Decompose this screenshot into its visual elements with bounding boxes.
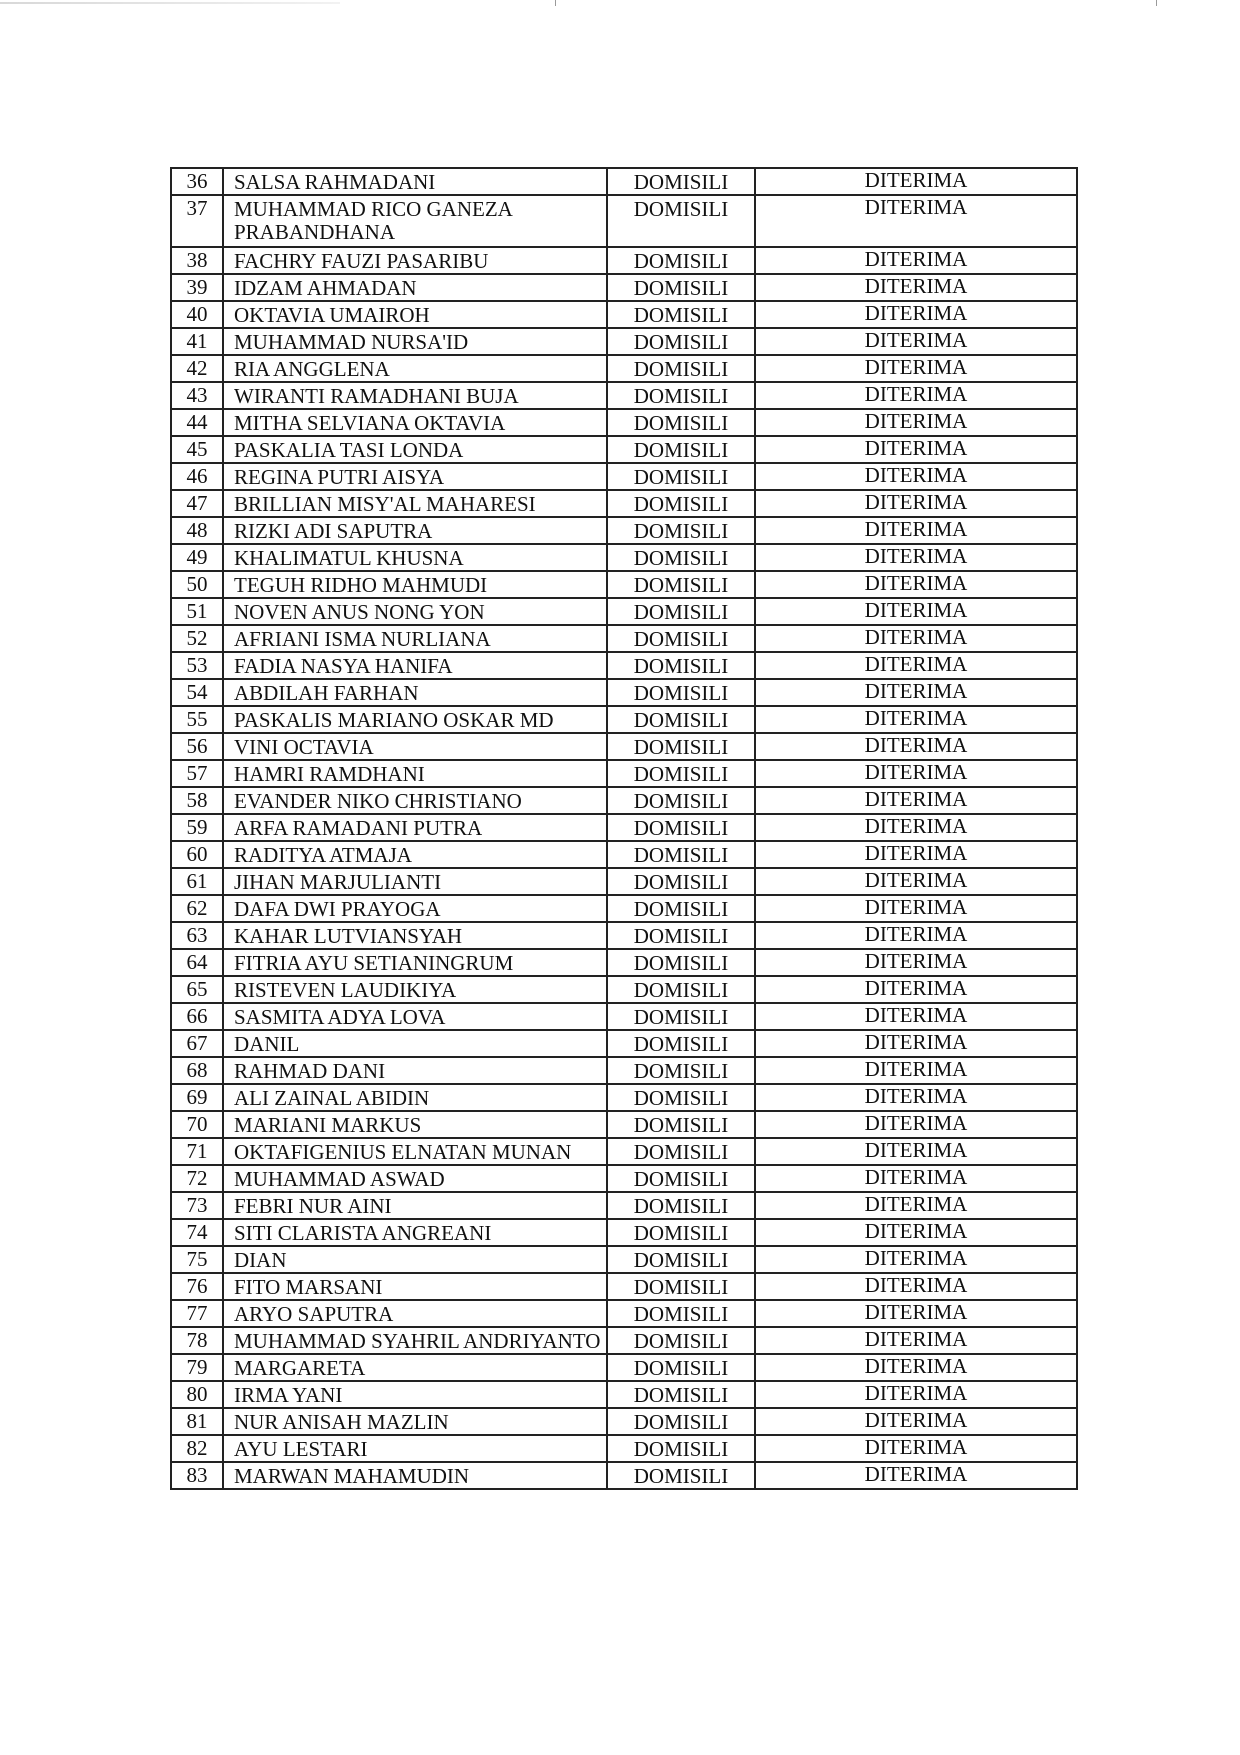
table-row [171, 1003, 1077, 1030]
student-name-cell: VINI OCTAVIA [223, 733, 607, 760]
status-cell: DITERIMA [755, 168, 1077, 195]
table-row [171, 868, 1077, 895]
table-row [171, 517, 1077, 544]
domicile-cell: DOMISILI [607, 490, 755, 517]
status-cell: DITERIMA [755, 1381, 1077, 1408]
table-row [171, 328, 1077, 355]
table-row [171, 355, 1077, 382]
scan-tick-mark [555, 0, 556, 6]
domicile-cell: DOMISILI [607, 463, 755, 490]
student-name-cell: MARWAN MAHAMUDIN [223, 1462, 607, 1489]
row-number-cell: 53 [171, 652, 223, 679]
table-row [171, 679, 1077, 706]
status-cell: DITERIMA [755, 1138, 1077, 1165]
row-number-cell: 82 [171, 1435, 223, 1462]
row-number-cell: 81 [171, 1408, 223, 1435]
table-row [171, 1192, 1077, 1219]
table-row [171, 1435, 1077, 1462]
status-cell: DITERIMA [755, 571, 1077, 598]
status-cell: DITERIMA [755, 787, 1077, 814]
domicile-cell: DOMISILI [607, 1435, 755, 1462]
table-row [171, 652, 1077, 679]
row-number-cell: 70 [171, 1111, 223, 1138]
row-number-cell: 65 [171, 976, 223, 1003]
status-cell: DITERIMA [755, 517, 1077, 544]
row-number-cell: 78 [171, 1327, 223, 1354]
row-number-cell: 67 [171, 1030, 223, 1057]
status-cell: DITERIMA [755, 1300, 1077, 1327]
table-row [171, 706, 1077, 733]
domicile-cell: DOMISILI [607, 949, 755, 976]
domicile-cell: DOMISILI [607, 1084, 755, 1111]
row-number-cell: 39 [171, 274, 223, 301]
table-row [171, 274, 1077, 301]
student-name-cell: OKTAVIA UMAIROH [223, 301, 607, 328]
table-row [171, 733, 1077, 760]
applicant-table-body [171, 168, 1077, 1489]
student-name-cell: SALSA RAHMADANI [223, 168, 607, 195]
domicile-cell: DOMISILI [607, 1246, 755, 1273]
row-number-cell: 59 [171, 814, 223, 841]
row-number-cell: 46 [171, 463, 223, 490]
status-cell: DITERIMA [755, 922, 1077, 949]
status-cell: DITERIMA [755, 679, 1077, 706]
table-row [171, 949, 1077, 976]
row-number-cell: 41 [171, 328, 223, 355]
row-number-cell: 77 [171, 1300, 223, 1327]
student-name-cell: FEBRI NUR AINI [223, 1192, 607, 1219]
status-cell: DITERIMA [755, 544, 1077, 571]
student-name-cell: FITO MARSANI [223, 1273, 607, 1300]
student-name-cell: ALI ZAINAL ABIDIN [223, 1084, 607, 1111]
domicile-cell: DOMISILI [607, 976, 755, 1003]
status-cell: DITERIMA [755, 355, 1077, 382]
status-cell: DITERIMA [755, 598, 1077, 625]
row-number-cell: 80 [171, 1381, 223, 1408]
status-cell: DITERIMA [755, 1273, 1077, 1300]
row-number-cell: 60 [171, 841, 223, 868]
status-cell: DITERIMA [755, 1327, 1077, 1354]
domicile-cell: DOMISILI [607, 1273, 755, 1300]
row-number-cell: 66 [171, 1003, 223, 1030]
status-cell: DITERIMA [755, 436, 1077, 463]
status-cell: DITERIMA [755, 195, 1077, 247]
status-cell: DITERIMA [755, 1219, 1077, 1246]
table-row [171, 1138, 1077, 1165]
scan-edge-artifact [0, 2, 340, 4]
student-name-cell: FITRIA AYU SETIANINGRUM [223, 949, 607, 976]
domicile-cell: DOMISILI [607, 787, 755, 814]
domicile-cell: DOMISILI [607, 436, 755, 463]
row-number-cell: 48 [171, 517, 223, 544]
domicile-cell: DOMISILI [607, 517, 755, 544]
table-row [171, 247, 1077, 274]
status-cell: DITERIMA [755, 652, 1077, 679]
student-name-cell: IRMA YANI [223, 1381, 607, 1408]
student-name-cell: KHALIMATUL KHUSNA [223, 544, 607, 571]
domicile-cell: DOMISILI [607, 571, 755, 598]
row-number-cell: 45 [171, 436, 223, 463]
student-name-cell: RADITYA ATMAJA [223, 841, 607, 868]
domicile-cell: DOMISILI [607, 328, 755, 355]
student-name-cell: IDZAM AHMADAN [223, 274, 607, 301]
table-row [171, 409, 1077, 436]
status-cell: DITERIMA [755, 1246, 1077, 1273]
domicile-cell: DOMISILI [607, 814, 755, 841]
table-row [171, 463, 1077, 490]
table-row [171, 760, 1077, 787]
row-number-cell: 36 [171, 168, 223, 195]
domicile-cell: DOMISILI [607, 168, 755, 195]
domicile-cell: DOMISILI [607, 760, 755, 787]
student-name-cell: NUR ANISAH MAZLIN [223, 1408, 607, 1435]
table-row [171, 1246, 1077, 1273]
table-row [171, 1327, 1077, 1354]
row-number-cell: 52 [171, 625, 223, 652]
status-cell: DITERIMA [755, 1030, 1077, 1057]
table-row [171, 598, 1077, 625]
row-number-cell: 74 [171, 1219, 223, 1246]
status-cell: DITERIMA [755, 1111, 1077, 1138]
row-number-cell: 71 [171, 1138, 223, 1165]
table-row [171, 195, 1077, 247]
status-cell: DITERIMA [755, 1003, 1077, 1030]
table-row [171, 976, 1077, 1003]
domicile-cell: DOMISILI [607, 409, 755, 436]
status-cell: DITERIMA [755, 463, 1077, 490]
domicile-cell: DOMISILI [607, 1165, 755, 1192]
table-row [171, 1057, 1077, 1084]
row-number-cell: 43 [171, 382, 223, 409]
table-row [171, 1408, 1077, 1435]
domicile-cell: DOMISILI [607, 1111, 755, 1138]
domicile-cell: DOMISILI [607, 652, 755, 679]
student-name-cell: TEGUH RIDHO MAHMUDI [223, 571, 607, 598]
student-name-cell: DAFA DWI PRAYOGA [223, 895, 607, 922]
row-number-cell: 49 [171, 544, 223, 571]
status-cell: DITERIMA [755, 1462, 1077, 1489]
student-name-cell: DANIL [223, 1030, 607, 1057]
row-number-cell: 62 [171, 895, 223, 922]
table-row [171, 1462, 1077, 1489]
table-row [171, 490, 1077, 517]
status-cell: DITERIMA [755, 706, 1077, 733]
student-name-cell: ABDILAH FARHAN [223, 679, 607, 706]
student-name-cell: OKTAFIGENIUS ELNATAN MUNAN [223, 1138, 607, 1165]
table-row [171, 841, 1077, 868]
row-number-cell: 55 [171, 706, 223, 733]
status-cell: DITERIMA [755, 490, 1077, 517]
row-number-cell: 54 [171, 679, 223, 706]
student-name-cell: RIA ANGGLENA [223, 355, 607, 382]
status-cell: DITERIMA [755, 409, 1077, 436]
domicile-cell: DOMISILI [607, 706, 755, 733]
domicile-cell: DOMISILI [607, 355, 755, 382]
domicile-cell: DOMISILI [607, 1300, 755, 1327]
table-row [171, 436, 1077, 463]
row-number-cell: 37 [171, 195, 223, 247]
status-cell: DITERIMA [755, 1057, 1077, 1084]
student-name-cell: RISTEVEN LAUDIKIYA [223, 976, 607, 1003]
domicile-cell: DOMISILI [607, 247, 755, 274]
row-number-cell: 76 [171, 1273, 223, 1300]
table-row [171, 1084, 1077, 1111]
row-number-cell: 38 [171, 247, 223, 274]
domicile-cell: DOMISILI [607, 868, 755, 895]
table-row [171, 1219, 1077, 1246]
table-row [171, 382, 1077, 409]
student-name-cell: NOVEN ANUS NONG YON [223, 598, 607, 625]
row-number-cell: 68 [171, 1057, 223, 1084]
student-name-cell: MITHA SELVIANA OKTAVIA [223, 409, 607, 436]
table-row [171, 1354, 1077, 1381]
domicile-cell: DOMISILI [607, 679, 755, 706]
student-name-cell: DIAN [223, 1246, 607, 1273]
student-name-cell: WIRANTI RAMADHANI BUJA [223, 382, 607, 409]
domicile-cell: DOMISILI [607, 1354, 755, 1381]
row-number-cell: 50 [171, 571, 223, 598]
table-row [171, 625, 1077, 652]
student-name-cell: KAHAR LUTVIANSYAH [223, 922, 607, 949]
student-name-cell: HAMRI RAMDHANI [223, 760, 607, 787]
row-number-cell: 57 [171, 760, 223, 787]
student-name-cell: JIHAN MARJULIANTI [223, 868, 607, 895]
table-row [171, 168, 1077, 195]
status-cell: DITERIMA [755, 328, 1077, 355]
student-name-cell: SITI CLARISTA ANGREANI [223, 1219, 607, 1246]
row-number-cell: 61 [171, 868, 223, 895]
student-name-cell: MUHAMMAD SYAHRIL ANDRIYANTO [223, 1327, 607, 1354]
student-name-cell: MARIANI MARKUS [223, 1111, 607, 1138]
row-number-cell: 42 [171, 355, 223, 382]
domicile-cell: DOMISILI [607, 1219, 755, 1246]
row-number-cell: 79 [171, 1354, 223, 1381]
domicile-cell: DOMISILI [607, 733, 755, 760]
table-row [171, 301, 1077, 328]
row-number-cell: 51 [171, 598, 223, 625]
table-row [171, 1165, 1077, 1192]
status-cell: DITERIMA [755, 1192, 1077, 1219]
student-name-cell: RIZKI ADI SAPUTRA [223, 517, 607, 544]
status-cell: DITERIMA [755, 760, 1077, 787]
student-name-cell: MUHAMMAD ASWAD [223, 1165, 607, 1192]
student-name-cell: EVANDER NIKO CHRISTIANO [223, 787, 607, 814]
table-row [171, 544, 1077, 571]
student-name-cell: AFRIANI ISMA NURLIANA [223, 625, 607, 652]
row-number-cell: 75 [171, 1246, 223, 1273]
domicile-cell: DOMISILI [607, 625, 755, 652]
student-name-cell: PASKALIA TASI LONDA [223, 436, 607, 463]
table-row [171, 1300, 1077, 1327]
domicile-cell: DOMISILI [607, 1192, 755, 1219]
domicile-cell: DOMISILI [607, 1462, 755, 1489]
student-name-cell: MUHAMMAD RICO GANEZA PRABANDHANA [223, 195, 607, 247]
domicile-cell: DOMISILI [607, 1408, 755, 1435]
domicile-cell: DOMISILI [607, 1057, 755, 1084]
row-number-cell: 73 [171, 1192, 223, 1219]
domicile-cell: DOMISILI [607, 382, 755, 409]
student-name-cell: MARGARETA [223, 1354, 607, 1381]
table-row [171, 1273, 1077, 1300]
row-number-cell: 44 [171, 409, 223, 436]
status-cell: DITERIMA [755, 301, 1077, 328]
domicile-cell: DOMISILI [607, 544, 755, 571]
domicile-cell: DOMISILI [607, 1381, 755, 1408]
row-number-cell: 64 [171, 949, 223, 976]
scan-tick-mark [1156, 0, 1157, 6]
status-cell: DITERIMA [755, 1408, 1077, 1435]
domicile-cell: DOMISILI [607, 301, 755, 328]
domicile-cell: DOMISILI [607, 1327, 755, 1354]
student-name-cell: PASKALIS MARIANO OSKAR MD [223, 706, 607, 733]
domicile-cell: DOMISILI [607, 1030, 755, 1057]
domicile-cell: DOMISILI [607, 1003, 755, 1030]
row-number-cell: 69 [171, 1084, 223, 1111]
table-row [171, 814, 1077, 841]
table-row [171, 1381, 1077, 1408]
student-name-cell: ARFA RAMADANI PUTRA [223, 814, 607, 841]
row-number-cell: 63 [171, 922, 223, 949]
student-name-cell: SASMITA ADYA LOVA [223, 1003, 607, 1030]
row-number-cell: 72 [171, 1165, 223, 1192]
student-name-cell: ARYO SAPUTRA [223, 1300, 607, 1327]
domicile-cell: DOMISILI [607, 922, 755, 949]
row-number-cell: 40 [171, 301, 223, 328]
status-cell: DITERIMA [755, 949, 1077, 976]
status-cell: DITERIMA [755, 274, 1077, 301]
status-cell: DITERIMA [755, 1435, 1077, 1462]
status-cell: DITERIMA [755, 895, 1077, 922]
status-cell: DITERIMA [755, 1354, 1077, 1381]
status-cell: DITERIMA [755, 868, 1077, 895]
table-row [171, 895, 1077, 922]
applicant-table [170, 167, 1078, 1490]
status-cell: DITERIMA [755, 976, 1077, 1003]
status-cell: DITERIMA [755, 841, 1077, 868]
student-name-cell: BRILLIAN MISY'AL MAHARESI [223, 490, 607, 517]
domicile-cell: DOMISILI [607, 895, 755, 922]
status-cell: DITERIMA [755, 625, 1077, 652]
row-number-cell: 83 [171, 1462, 223, 1489]
domicile-cell: DOMISILI [607, 841, 755, 868]
status-cell: DITERIMA [755, 1084, 1077, 1111]
status-cell: DITERIMA [755, 1165, 1077, 1192]
student-name-cell: FADIA NASYA HANIFA [223, 652, 607, 679]
student-name-cell: RAHMAD DANI [223, 1057, 607, 1084]
student-name-cell: REGINA PUTRI AISYA [223, 463, 607, 490]
status-cell: DITERIMA [755, 733, 1077, 760]
table-row [171, 1111, 1077, 1138]
table-row [171, 922, 1077, 949]
domicile-cell: DOMISILI [607, 195, 755, 247]
table-row [171, 1030, 1077, 1057]
status-cell: DITERIMA [755, 382, 1077, 409]
domicile-cell: DOMISILI [607, 1138, 755, 1165]
table-row [171, 787, 1077, 814]
row-number-cell: 47 [171, 490, 223, 517]
student-name-cell: AYU LESTARI [223, 1435, 607, 1462]
table-row [171, 571, 1077, 598]
domicile-cell: DOMISILI [607, 598, 755, 625]
domicile-cell: DOMISILI [607, 274, 755, 301]
student-name-cell: MUHAMMAD NURSA'ID [223, 328, 607, 355]
row-number-cell: 58 [171, 787, 223, 814]
status-cell: DITERIMA [755, 814, 1077, 841]
status-cell: DITERIMA [755, 247, 1077, 274]
student-name-cell: FACHRY FAUZI PASARIBU [223, 247, 607, 274]
row-number-cell: 56 [171, 733, 223, 760]
